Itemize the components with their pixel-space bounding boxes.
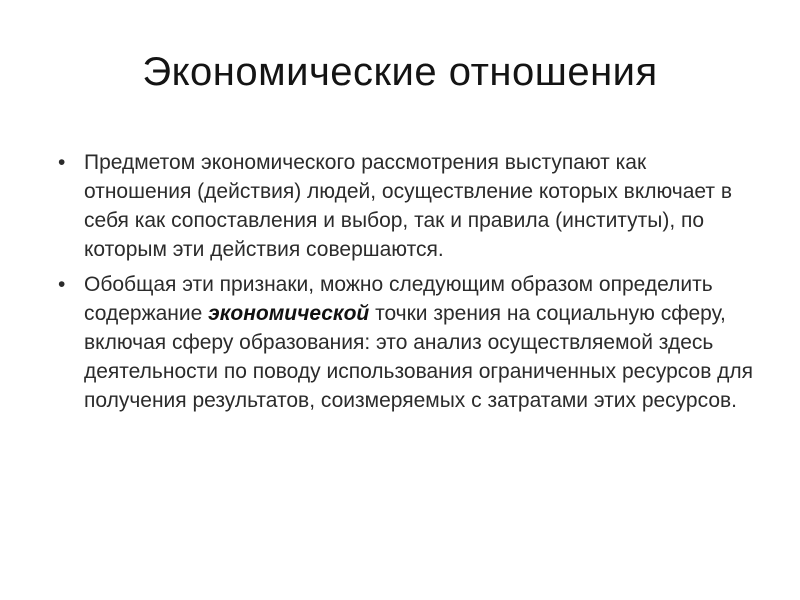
emphasized-word: экономической	[208, 302, 370, 325]
bullet-text-2-start: Обобщая эти признаки, можно следующим образом определить содержание	[84, 273, 713, 325]
bullet-item-1	[56, 148, 756, 264]
bullet-text-1: Предметом экономического рассмотрения выступают как отношения (действия) людей, осуществление которых включает в себя как сопоставления и выбор, так и правила (институты), по которым эти действия совершаются.	[84, 151, 733, 261]
bullet-marker: •	[58, 151, 66, 174]
bullet-text-2-end: точки зрения на социальную сферу, включая сферу образования: это анализ осуществляемой здесь деятельности по поводу использования ограниченных ресурсов для получения результатов, соизмеряемых с затратами этих ресурсов.	[84, 302, 754, 412]
bullet-marker: •	[58, 273, 66, 296]
bullet-list	[56, 148, 756, 421]
slide-title: Экономические отношения	[142, 50, 658, 94]
bullet-item-2	[56, 270, 756, 415]
